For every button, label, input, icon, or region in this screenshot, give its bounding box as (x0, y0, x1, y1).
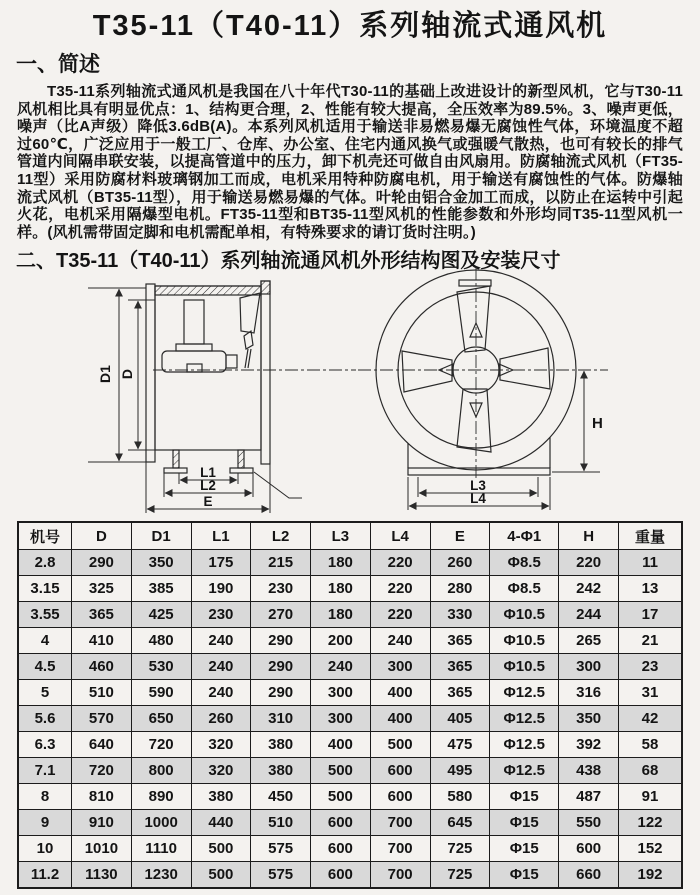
table-cell: 400 (370, 706, 430, 732)
motor-support (184, 300, 204, 344)
table-cell: Φ8.5 (490, 576, 559, 602)
table-row (18, 602, 682, 628)
table-cell: 220 (370, 602, 430, 628)
table-row (18, 758, 682, 784)
table-cell: 180 (311, 576, 371, 602)
table-cell: Φ12.5 (490, 706, 559, 732)
table-cell: 720 (131, 732, 191, 758)
dim-label-e: E (203, 494, 213, 510)
table-cell: 645 (430, 810, 490, 836)
dim-label-l1: L1 (200, 465, 216, 481)
table-cell: 325 (72, 576, 132, 602)
table-cell: 405 (430, 706, 490, 732)
table-row (18, 836, 682, 862)
table-cell: 425 (131, 602, 191, 628)
table-cell: 10 (18, 836, 72, 862)
dim-label-l3: L3 (470, 478, 486, 494)
table-cell: 725 (430, 836, 490, 862)
table-cell: 475 (430, 732, 490, 758)
table-cell: 365 (430, 680, 490, 706)
table-cell: 380 (251, 732, 311, 758)
table-cell: 180 (311, 550, 371, 576)
table-cell: 58 (619, 732, 683, 758)
column-header: L2 (251, 522, 311, 550)
table-cell: 192 (619, 862, 683, 889)
motor-body (162, 351, 226, 372)
table-cell: 330 (430, 602, 490, 628)
table-cell: 720 (72, 758, 132, 784)
table-cell: 230 (191, 602, 251, 628)
table-cell: Φ10.5 (490, 602, 559, 628)
table-cell: 290 (251, 680, 311, 706)
table-cell: 310 (251, 706, 311, 732)
table-cell: Φ8.5 (490, 550, 559, 576)
table-cell: 8 (18, 784, 72, 810)
table-cell: 320 (191, 732, 251, 758)
table-cell: 580 (430, 784, 490, 810)
table-cell: 600 (559, 836, 619, 862)
table-cell: 21 (619, 628, 683, 654)
intro-paragraph: T35-11系列轴流式通风机是我国在八十年代T30-11的基础上改进设计的新型风机，它与T30-11风机相比具有明显优点：1、结构更合理，2、性能有较大提高，全压效率为89.5%。3、噪声更低，噪声（比A声级）降低3.6dB(A)。本系列风机适用于输送非易燃易爆无腐蚀性气体，环境温度不超过60℃，广泛应用于一般工厂、仓库、办公室、住宅内通风换气或强暖气散热，也可有较长的排气管道内间隔串联安装，以提高管道中的压力，卸下机壳还可做自由风扇用。防腐轴流式风机（FT35-11型）采用防腐材料玻璃钢加工而成，电机采用特种防腐电机，用于输送有腐蚀性的气体。防爆轴流式风机（BT35-11型），用于输送易燃易爆的气体。叶轮由铝合金加工而成，以防止在运转中引起火花，电机采用隔爆型电机。FT35-11型和BT35-11型风机的性能参数和外形均同T35-11型风机一样。(风机需带固定脚和电机需配单相，有特殊要求的请订货时注明。) (17, 83, 683, 241)
column-header: E (430, 522, 490, 550)
column-header: D1 (131, 522, 191, 550)
table-cell: 242 (559, 576, 619, 602)
table-cell: 4 (18, 628, 72, 654)
table-cell: Φ15 (490, 836, 559, 862)
blade-left (402, 351, 452, 392)
table-cell: 510 (72, 680, 132, 706)
table-cell: 410 (72, 628, 132, 654)
table-cell: 300 (370, 654, 430, 680)
table-cell: 500 (311, 758, 371, 784)
spec-table (17, 521, 683, 889)
blade-right (500, 348, 550, 389)
table-cell: 42 (619, 706, 683, 732)
table-cell: Φ12.5 (490, 732, 559, 758)
table-row (18, 732, 682, 758)
table-cell: 68 (619, 758, 683, 784)
table-cell: 31 (619, 680, 683, 706)
column-header: 重量 (619, 522, 683, 550)
table-cell: 365 (430, 654, 490, 680)
table-cell: 320 (191, 758, 251, 784)
table-cell: 385 (131, 576, 191, 602)
table-cell: 495 (430, 758, 490, 784)
table-cell: 1110 (131, 836, 191, 862)
table-cell: 13 (619, 576, 683, 602)
table-cell: 215 (251, 550, 311, 576)
table-cell: 392 (559, 732, 619, 758)
table-cell: 650 (131, 706, 191, 732)
table-cell: 260 (191, 706, 251, 732)
table-row (18, 810, 682, 836)
table-cell: 300 (311, 706, 371, 732)
table-cell: 440 (191, 810, 251, 836)
table-cell: 240 (191, 654, 251, 680)
table-cell: Φ12.5 (490, 758, 559, 784)
table-cell: 290 (251, 654, 311, 680)
table-cell: 500 (191, 862, 251, 889)
column-header: 机号 (18, 522, 72, 550)
dim-label-l2: L2 (200, 478, 216, 494)
table-cell: 350 (559, 706, 619, 732)
table-cell: 3.55 (18, 602, 72, 628)
table-cell: 7.1 (18, 758, 72, 784)
table-cell: 240 (370, 628, 430, 654)
table-cell: 500 (370, 732, 430, 758)
table-cell: 11.2 (18, 862, 72, 889)
page-title: T35-11（T40-11）系列轴流式通风机 (92, 10, 608, 42)
table-cell: 400 (311, 732, 371, 758)
table-cell: Φ10.5 (490, 654, 559, 680)
table-row (18, 654, 682, 680)
table-cell: 550 (559, 810, 619, 836)
dim-label-l4: L4 (470, 491, 486, 507)
dim-label-d: D (119, 369, 135, 380)
table-cell: 280 (430, 576, 490, 602)
table-cell: Φ10.5 (490, 628, 559, 654)
table-cell: 175 (191, 550, 251, 576)
dim-label-d1: D1 (97, 365, 113, 384)
blade-top (457, 286, 490, 352)
table-cell: 152 (619, 836, 683, 862)
table-cell: 23 (619, 654, 683, 680)
column-header: L3 (311, 522, 371, 550)
table-cell: 230 (251, 576, 311, 602)
table-cell: 190 (191, 576, 251, 602)
table-cell: 4.5 (18, 654, 72, 680)
table-cell: 220 (370, 550, 430, 576)
table-cell: 570 (72, 706, 132, 732)
table-cell: 265 (559, 628, 619, 654)
table-cell: 700 (370, 862, 430, 889)
table-cell: 450 (251, 784, 311, 810)
table-row (18, 576, 682, 602)
table-row (18, 680, 682, 706)
table-cell: 1010 (72, 836, 132, 862)
table-cell: 2.8 (18, 550, 72, 576)
table-cell: Φ12.5 (490, 680, 559, 706)
table-cell: 6.3 (18, 732, 72, 758)
table-cell: 5 (18, 680, 72, 706)
table-cell: 810 (72, 784, 132, 810)
column-header: L1 (191, 522, 251, 550)
drawings-area (0, 274, 700, 521)
table-cell: 5.6 (18, 706, 72, 732)
section2-heading: 二、T35-11（T40-11）系列轴流通风机外形结构图及安装尺寸 (16, 250, 561, 273)
table-cell: 365 (72, 602, 132, 628)
table-cell: 350 (131, 550, 191, 576)
table-cell: 365 (430, 628, 490, 654)
mounting-foot-left (173, 450, 179, 468)
table-cell: 9 (18, 810, 72, 836)
table-cell: 91 (619, 784, 683, 810)
table-row (18, 862, 682, 889)
column-header: 4-Φ1 (490, 522, 559, 550)
table-cell: 600 (370, 758, 430, 784)
table-cell: 200 (311, 628, 371, 654)
table-cell: 600 (311, 810, 371, 836)
section1-heading: 一、简述 (16, 53, 100, 76)
table-cell: 240 (311, 654, 371, 680)
table-cell: 700 (370, 836, 430, 862)
table-cell: 600 (311, 836, 371, 862)
table-cell: 300 (311, 680, 371, 706)
table-cell: 400 (370, 680, 430, 706)
table-cell: 290 (72, 550, 132, 576)
base-plate (408, 468, 550, 475)
table-cell: 660 (559, 862, 619, 889)
table-cell: 290 (251, 628, 311, 654)
table-cell: Φ15 (490, 810, 559, 836)
table-cell: 640 (72, 732, 132, 758)
table-cell: 17 (619, 602, 683, 628)
table-cell: 316 (559, 680, 619, 706)
table-cell: 487 (559, 784, 619, 810)
table-cell: 700 (370, 810, 430, 836)
table-cell: 1130 (72, 862, 132, 889)
table-cell: 600 (311, 862, 371, 889)
table-cell: 260 (430, 550, 490, 576)
column-header: D (72, 522, 132, 550)
table-row (18, 550, 682, 576)
table-cell: 575 (251, 862, 311, 889)
table-cell: 438 (559, 758, 619, 784)
table-cell: 575 (251, 836, 311, 862)
table-cell: 460 (72, 654, 132, 680)
inlet-flange (146, 284, 155, 462)
table-row (18, 784, 682, 810)
dim-label-h: H (592, 415, 603, 433)
table-cell: 380 (251, 758, 311, 784)
table-cell: 500 (191, 836, 251, 862)
column-header: H (559, 522, 619, 550)
table-row (18, 706, 682, 732)
table-cell: 240 (191, 680, 251, 706)
table-cell: 270 (251, 602, 311, 628)
spec-table-header-row (18, 522, 682, 550)
table-cell: 122 (619, 810, 683, 836)
table-cell: 530 (131, 654, 191, 680)
table-cell: 244 (559, 602, 619, 628)
impeller-blade (240, 293, 260, 333)
table-cell: 1000 (131, 810, 191, 836)
table-cell: 3.15 (18, 576, 72, 602)
table-row (18, 628, 682, 654)
table-cell: 1230 (131, 862, 191, 889)
table-cell: 600 (370, 784, 430, 810)
table-cell: 240 (191, 628, 251, 654)
table-cell: 220 (370, 576, 430, 602)
blade-bottom (457, 389, 491, 452)
table-cell: 500 (311, 784, 371, 810)
table-cell: 910 (72, 810, 132, 836)
fan-side-view-drawing (58, 276, 358, 516)
mounting-foot-right (238, 450, 244, 468)
table-cell: 510 (251, 810, 311, 836)
table-cell: 800 (131, 758, 191, 784)
table-cell: 380 (191, 784, 251, 810)
table-cell: 180 (311, 602, 371, 628)
table-cell: Φ15 (490, 862, 559, 889)
table-cell: 220 (559, 550, 619, 576)
table-cell: 590 (131, 680, 191, 706)
outlet-flange (261, 281, 270, 464)
table-cell: 11 (619, 550, 683, 576)
table-cell: 300 (559, 654, 619, 680)
column-header: L4 (370, 522, 430, 550)
table-cell: 725 (430, 862, 490, 889)
table-cell: 480 (131, 628, 191, 654)
table-cell: 890 (131, 784, 191, 810)
table-cell: Φ15 (490, 784, 559, 810)
fan-front-view-drawing (358, 265, 688, 515)
